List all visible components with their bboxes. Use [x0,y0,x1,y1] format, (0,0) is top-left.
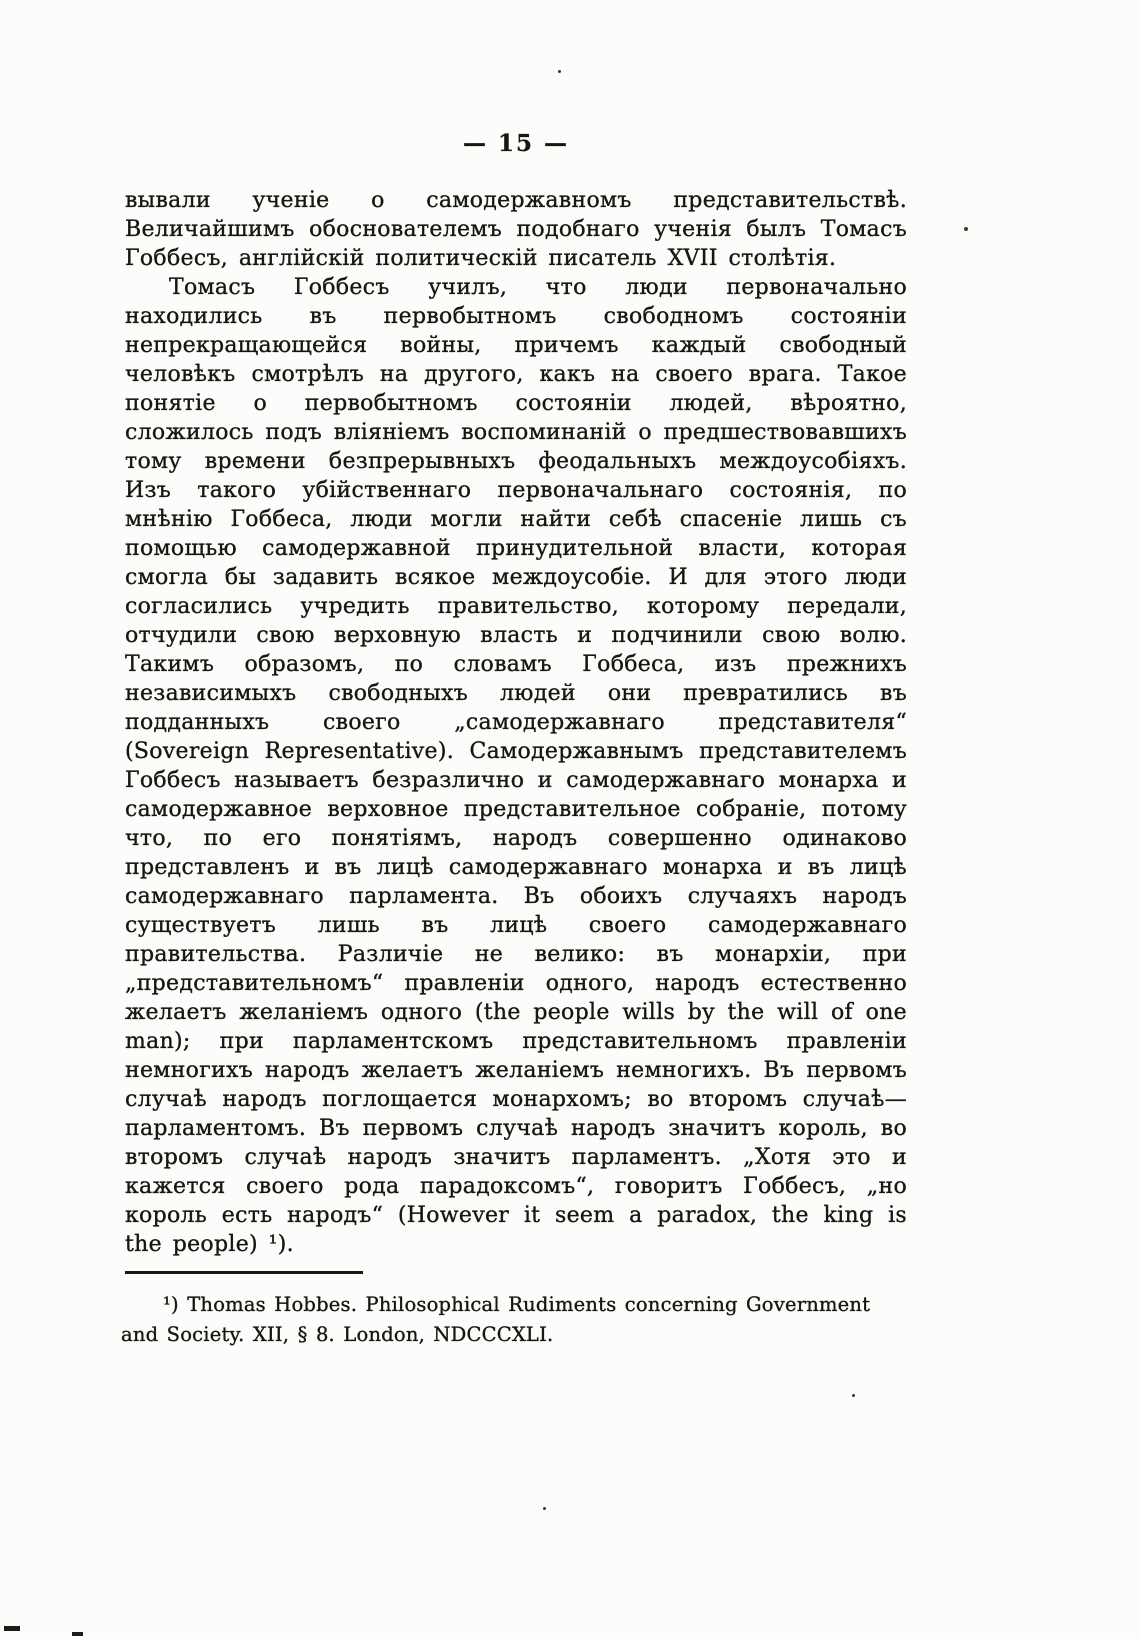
footnote-separator [125,1271,363,1274]
page-number: — 15 — [462,130,570,157]
scan-speck [558,70,561,73]
paragraph-continuation: вывали ученіе о самодержавномъ представительствѣ. Величайшимъ обоснователемъ подобнаго ученія былъ Томасъ Гоббесъ, англійскій политическій писатель XVII столѣтія. [125,188,907,271]
main-text-block [125,186,907,1259]
paragraph-hobbes: Томасъ Гоббесъ училъ, что люди первоначально находились въ первобытномъ свободномъ состояніи непрекращающейся войны, причемъ каждый свободный человѣкъ смотрѣлъ на другого, какъ на своего врага. Такое понятіе о первобытномъ состояніи людей, вѣроятно, сложилось подъ вліяніемъ воспоминаній о предшествовавшихъ тому времени безпрерывныхъ феодальныхъ междоусобіяхъ. Изъ такого убійственнаго первоначальнаго состоянія, по мнѣнію Гоббеса, люди могли найти себѣ спасеніе лишь съ помощью самодержавной принудительной власти, которая смогла бы задавить всякое междоусобіе. И для этого люди согласились учредить правительство, которому передали, отчудили свою верховную власть и подчинили свою волю. Такимъ образомъ, по словамъ Гоббеса, изъ прежнихъ независимыхъ свободныхъ людей они превратились въ подданныхъ своего „самодержавнаго представителя“ (Sovereign Representative). Самодержавнымъ представителемъ Гоббесъ называетъ безразлично и самодержавнаго монарха и самодержавное верховное представительное собраніе, потому что, по его понятіямъ, народъ совершенно одинаково представленъ и въ лицѣ самодержавнаго монарха и въ лицѣ самодержавнаго парламента. Въ обоихъ случаяхъ народъ существуетъ лишь въ лицѣ своего самодержавнаго правительства. Различіе не велико: въ монархіи, при „представительномъ“ правленіи одного, народъ естественно желаетъ желаніемъ одного (the people wills by the will of one man); при парламентскомъ представительномъ правленіи немногихъ народъ желаетъ желаніемъ немногихъ. Въ первомъ случаѣ народъ поглощается монархомъ; во второмъ случаѣ—парламентомъ. Въ первомъ случаѣ народъ значитъ король, во второмъ случаѣ народъ значитъ парламентъ. „Хотя это и кажется своего рода парадоксомъ“, говоритъ Гоббесъ, „но король есть народъ“ (However it seem a paradox, the king is the people) ¹). [125,275,907,1257]
scan-speck [543,1507,546,1510]
scan-mark [72,1632,83,1636]
scan-speck [964,227,968,231]
scan-speck [852,1394,855,1397]
scan-mark [4,1626,20,1631]
footnote: ¹) Thomas Hobbes. Philosophical Rudiments concerning Government and Society. XII, § 8. London, NDCCCXLI. [121,1293,871,1346]
